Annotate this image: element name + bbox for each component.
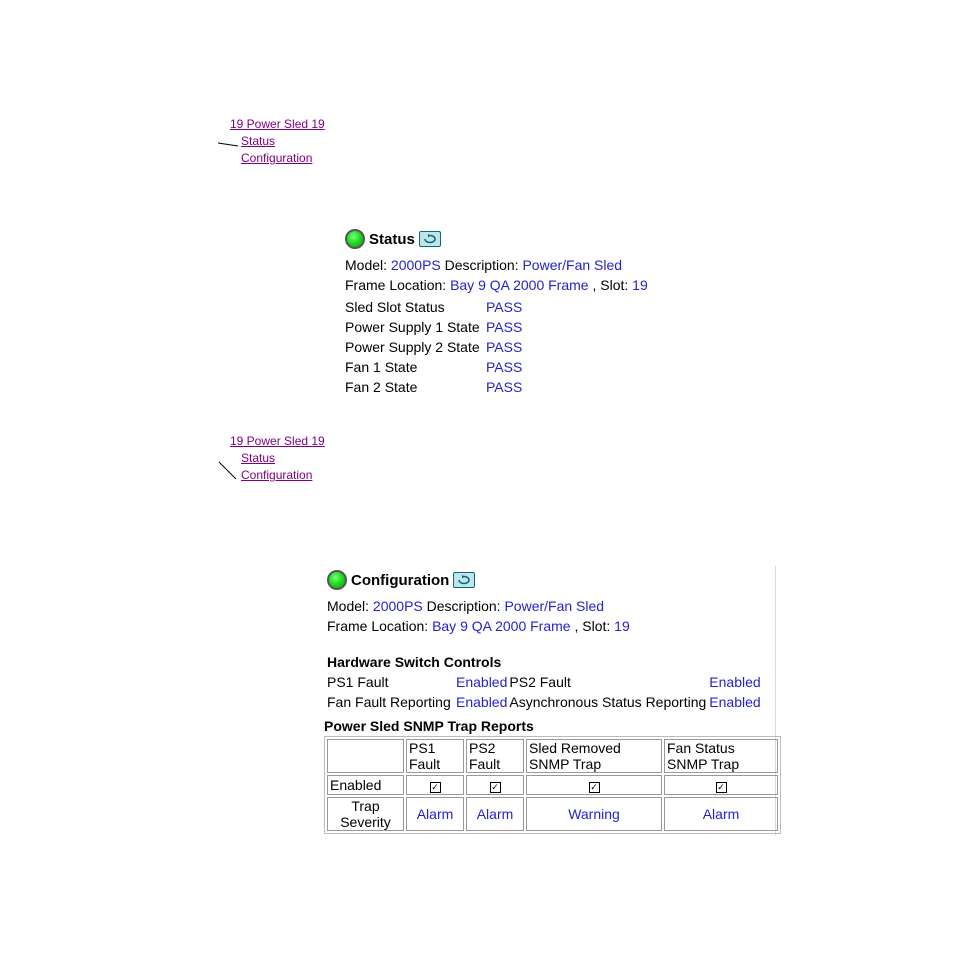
config-led-icon [327, 570, 347, 590]
slot-value: 19 [632, 277, 648, 293]
trap-enabled-cell [406, 775, 464, 795]
table-row [327, 775, 778, 795]
callout-line-top [216, 140, 240, 148]
status-row-label: Power Supply 2 State [345, 339, 480, 355]
status-row-label: Fan 1 State [345, 359, 418, 375]
status-row [345, 377, 648, 397]
trap-header-line2: Fault [469, 756, 501, 772]
status-led-icon [345, 229, 365, 249]
trap-header-line1: Fan Status [667, 740, 735, 756]
table-row [324, 672, 767, 692]
frame-value: Bay 9 QA 2000 Frame [432, 618, 571, 634]
fan-status-severity-value[interactable]: Alarm [664, 797, 778, 831]
description-value: Power/Fan Sled [504, 598, 605, 614]
slot-label: , Slot: [574, 618, 611, 634]
status-frame-line [345, 275, 648, 295]
ps2-severity-value[interactable]: Alarm [466, 797, 524, 831]
trap-enabled-cell [664, 775, 778, 795]
status-title-row [345, 228, 648, 250]
ps2-fault-label: PS2 Fault [509, 674, 571, 690]
slot-value: 19 [614, 618, 630, 634]
nav-configuration-link[interactable]: Configuration [241, 468, 313, 482]
nav-status-link[interactable]: Status [241, 451, 276, 465]
severity-label-line1: Trap [351, 798, 380, 814]
nav-root-link[interactable]: 19 Power Sled 19 [230, 117, 325, 131]
refresh-icon[interactable] [419, 231, 441, 247]
status-row-label: Power Supply 1 State [345, 319, 480, 335]
hw-section-title: Hardware Switch Controls [327, 654, 502, 670]
trap-header-line2: Fault [409, 756, 441, 772]
model-value: 2000PS [372, 598, 423, 614]
status-row-label: Fan 2 State [345, 379, 418, 395]
trap-header-cell [526, 739, 662, 773]
status-row-value: PASS [486, 379, 523, 395]
severity-label-cell [327, 797, 404, 831]
slot-label: , Slot: [592, 277, 629, 293]
fan-fault-value[interactable]: Enabled [456, 694, 508, 710]
sled-removed-trap-checkbox[interactable]: ✓ [590, 782, 598, 792]
config-title: Configuration [351, 571, 450, 589]
config-model-line [327, 596, 781, 616]
severity-label-line2: Severity [340, 814, 391, 830]
nav-root-link[interactable]: 19 Power Sled 19 [230, 434, 325, 448]
table-row [327, 797, 778, 831]
trap-header-line2: SNMP Trap [667, 756, 740, 772]
model-value: 2000PS [390, 257, 441, 273]
status-title: Status [369, 230, 415, 248]
nav-status-link[interactable]: Status [241, 134, 276, 148]
model-label: Model: [327, 598, 370, 614]
async-status-value[interactable]: Enabled [709, 694, 761, 710]
trap-enabled-cell [466, 775, 524, 795]
nav-configuration-link[interactable]: Configuration [241, 151, 313, 165]
async-status-label: Asynchronous Status Reporting [509, 694, 707, 710]
trap-header-line1: PS2 [469, 740, 496, 756]
status-row-value: PASS [486, 319, 523, 335]
status-row-label: Sled Slot Status [345, 299, 445, 315]
trap-header-cell [664, 739, 778, 773]
frame-value: Bay 9 QA 2000 Frame [450, 277, 589, 293]
table-row [327, 739, 778, 773]
nav-tree-bottom [230, 433, 325, 484]
enabled-label: Enabled [327, 775, 404, 795]
table-row [324, 692, 767, 712]
status-row-value: PASS [486, 359, 523, 375]
ps2-fault-value[interactable]: Enabled [709, 674, 761, 690]
frame-label: Frame Location: [345, 277, 447, 293]
fan-fault-label: Fan Fault Reporting [327, 694, 451, 710]
trap-header-cell [466, 739, 524, 773]
description-label: Description: [444, 257, 519, 273]
ps2-trap-checkbox[interactable]: ✓ [491, 782, 499, 792]
fan-status-trap-checkbox[interactable]: ✓ [717, 782, 725, 792]
status-model-line [345, 255, 648, 275]
status-row [345, 337, 648, 357]
ps1-trap-checkbox[interactable]: ✓ [431, 782, 439, 792]
ps1-fault-value[interactable]: Enabled [456, 674, 508, 690]
config-frame-line [327, 616, 781, 636]
model-label: Model: [345, 257, 388, 273]
ps1-severity-value[interactable]: Alarm [406, 797, 464, 831]
description-label: Description: [426, 598, 501, 614]
hw-switch-table [324, 672, 767, 712]
configuration-panel [324, 569, 781, 834]
trap-header-line2: SNMP Trap [529, 756, 602, 772]
trap-header-line1: Sled Removed [529, 740, 621, 756]
config-title-row [327, 569, 781, 591]
status-panel [345, 228, 648, 397]
refresh-icon[interactable] [453, 572, 475, 588]
description-value: Power/Fan Sled [522, 257, 623, 273]
status-row-value: PASS [486, 299, 523, 315]
status-row [345, 357, 648, 377]
ps1-fault-label: PS1 Fault [327, 674, 389, 690]
trap-enabled-cell [526, 775, 662, 795]
status-row-value: PASS [486, 339, 523, 355]
trap-section-title: Power Sled SNMP Trap Reports [324, 718, 534, 734]
status-row [345, 297, 648, 317]
nav-tree-top [230, 116, 325, 167]
trap-reports-table [324, 736, 781, 834]
sled-removed-severity-value[interactable]: Warning [526, 797, 662, 831]
corner-cell [327, 739, 404, 773]
trap-header-cell [406, 739, 464, 773]
trap-header-line1: PS1 [409, 740, 436, 756]
status-row [345, 317, 648, 337]
frame-label: Frame Location: [327, 618, 429, 634]
callout-line-bottom [216, 460, 240, 482]
